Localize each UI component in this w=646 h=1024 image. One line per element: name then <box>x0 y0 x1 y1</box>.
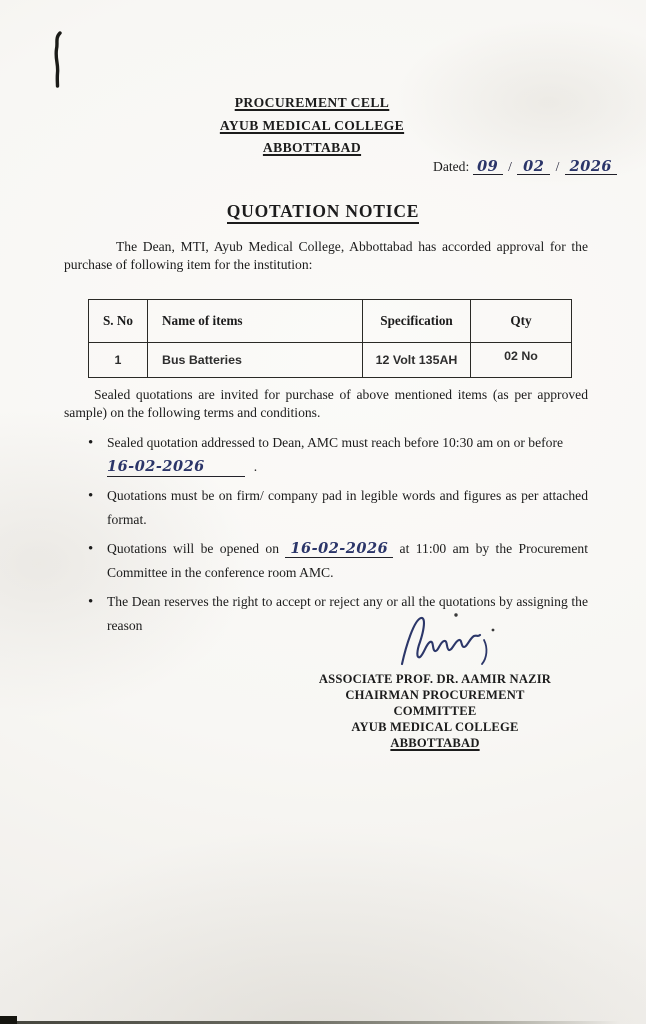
bullet-text-post: at 11:00 am by the Procurement Committee in the conference room AMC. <box>107 541 588 580</box>
signatory-block <box>305 672 565 752</box>
dated-day-handwritten: 09 <box>473 159 503 175</box>
items-table <box>88 299 572 378</box>
dated-month-handwritten: 02 <box>517 159 550 175</box>
dated-line <box>433 159 617 175</box>
bullet-text: Quotations must be on firm/ company pad in legible words and figures as per attached format. <box>107 488 588 527</box>
signature-scribble <box>396 608 502 670</box>
table-row <box>89 343 572 378</box>
bullet-text: Sealed quotation addressed to Dean, AMC must reach before 10:30 am on or before <box>107 435 564 450</box>
letterhead <box>162 92 462 160</box>
document-title <box>0 201 646 222</box>
cell-spec: 12 Volt 135AH <box>363 343 471 378</box>
term-bullet-1 <box>86 431 588 479</box>
cell-name: Bus Batteries <box>148 343 363 378</box>
table-header-spec: Specification <box>363 300 471 343</box>
signatory-name: ASSOCIATE PROF. DR. AAMIR NAZIR <box>318 672 552 686</box>
handwritten-deadline-date: 16-02-2026 <box>107 458 245 477</box>
cell-sno: 1 <box>89 343 148 378</box>
date-separator: / <box>555 159 560 174</box>
terms-intro-paragraph: Sealed quotations are invited for purchase of above mentioned items (as per approved sample) on the following terms and conditions. <box>64 387 588 420</box>
term-bullet-2 <box>86 484 588 532</box>
bullet-text: Quotations will be opened on <box>107 541 286 556</box>
term-bullet-3 <box>86 537 588 585</box>
letterhead-line-1: PROCUREMENT CELL <box>234 95 390 110</box>
document-title-text: QUOTATION NOTICE <box>227 201 420 224</box>
date-separator: / <box>508 159 512 174</box>
dated-year-handwritten: 2026 <box>565 159 617 175</box>
bullet-text-post: . <box>253 459 258 474</box>
scan-corner-mark <box>0 1016 17 1024</box>
cell-qty: 02 No <box>471 343 572 378</box>
intro-paragraph: The Dean, MTI, Ayub Medical College, Abbottabad has accorded approval for the purchase of following item for the institution: <box>64 239 588 272</box>
table-header-sno: S. No <box>89 300 148 343</box>
table-header-qty: Qty <box>471 300 572 343</box>
letterhead-line-2: AYUB MEDICAL COLLEGE <box>219 117 405 133</box>
table-header-row <box>89 300 572 343</box>
bullet-text: The Dean reserves the right to accept or reject any or all the quotations by assigning the reason <box>107 594 588 633</box>
dated-label: Dated: <box>433 159 470 174</box>
signatory-org: AYUB MEDICAL COLLEGE <box>351 719 519 734</box>
letterhead-line-3: ABBOTTABAD <box>262 140 362 155</box>
pen-stroke-mark <box>50 31 68 89</box>
term-bullet-4 <box>86 590 588 638</box>
terms-list <box>86 431 588 643</box>
table-header-name: Name of items <box>148 300 363 343</box>
handwritten-opening-date: 16-02-2026 <box>285 540 393 558</box>
signatory-role: CHAIRMAN PROCUREMENT COMMITTEE <box>345 687 525 718</box>
signatory-city: ABBOTTABAD <box>390 735 480 750</box>
